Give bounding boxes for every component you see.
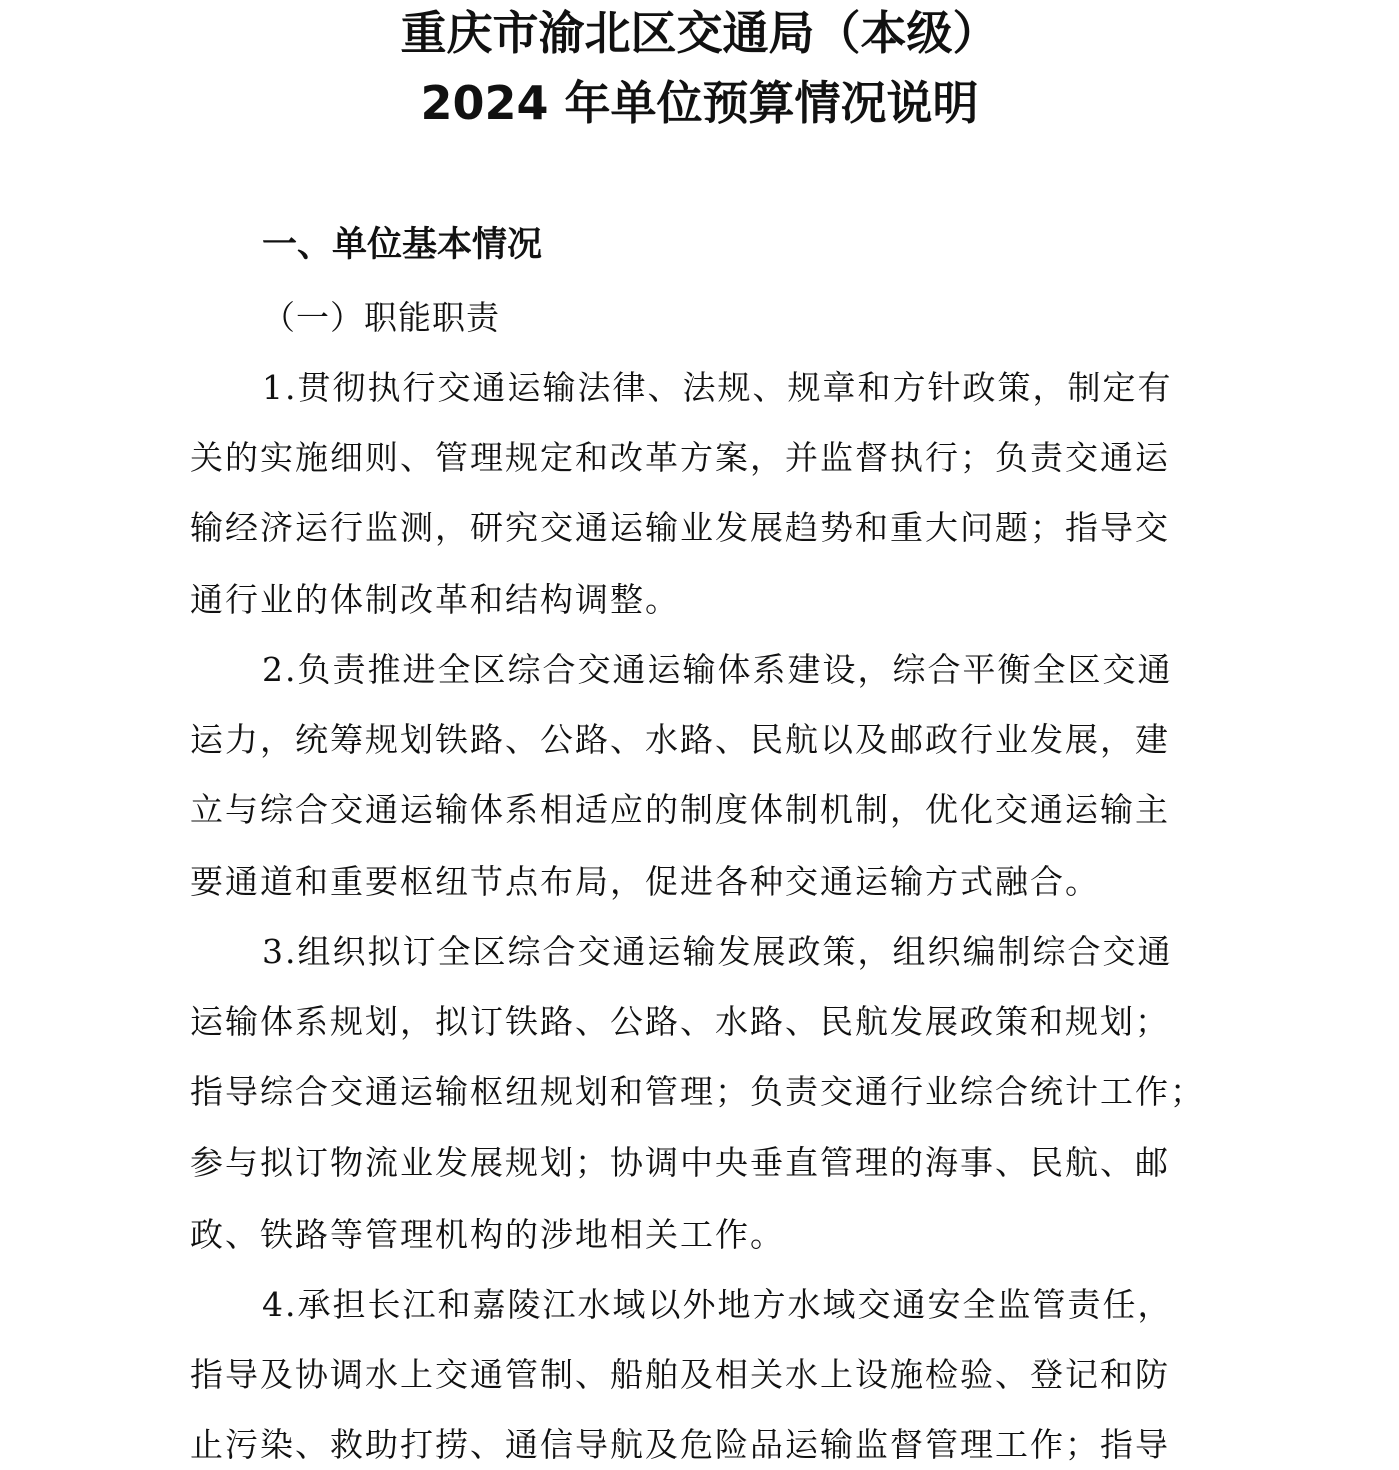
paragraph-line: 参与拟订物流业发展规划；协调中央垂直管理的海事、民航、邮: [190, 1143, 1170, 1182]
paragraph-line: 运力，统筹规划铁路、公路、水路、民航以及邮政行业发展，建: [190, 720, 1170, 759]
paragraph-line: 4.承担长江和嘉陵江水域以外地方水域交通安全监管责任，: [262, 1285, 1173, 1324]
document-title-line-1: 重庆市渝北区交通局（本级）: [400, 6, 999, 60]
paragraph-line: 指导及协调水上交通管制、船舶及相关水上设施检验、登记和防: [190, 1355, 1170, 1394]
paragraph-line: 政、铁路等管理机构的涉地相关工作。: [190, 1215, 785, 1254]
document-title-line-2: 2024 年单位预算情况说明: [420, 76, 979, 130]
paragraph-line: 通行业的体制改革和结构调整。: [190, 580, 680, 619]
paragraph-line: 1.贯彻执行交通运输法律、法规、规章和方针政策，制定有: [262, 368, 1173, 407]
section-heading: 一、单位基本情况: [262, 225, 543, 265]
paragraph-line: 指导综合交通运输枢纽规划和管理；负责交通行业综合统计工作；: [190, 1072, 1205, 1111]
paragraph-line: 2.负责推进全区综合交通运输体系建设，综合平衡全区交通: [262, 650, 1173, 689]
paragraph-line: 3.组织拟订全区综合交通运输发展政策，组织编制综合交通: [262, 932, 1173, 971]
paragraph-line: 止污染、救助打捞、通信导航及危险品运输监督管理工作；指导: [190, 1425, 1170, 1464]
paragraph-line: 立与综合交通运输体系相适应的制度体制机制，优化交通运输主: [190, 790, 1170, 829]
paragraph-line: 运输体系规划，拟订铁路、公路、水路、民航发展政策和规划；: [190, 1002, 1170, 1041]
subsection-heading: （一）职能职责: [262, 298, 500, 337]
paragraph-line: 关的实施细则、管理规定和改革方案，并监督执行；负责交通运: [190, 438, 1170, 477]
paragraph-line: 输经济运行监测，研究交通运输业发展趋势和重大问题；指导交: [190, 508, 1170, 547]
paragraph-line: 要通道和重要枢纽节点布局，促进各种交通运输方式融合。: [190, 862, 1100, 901]
